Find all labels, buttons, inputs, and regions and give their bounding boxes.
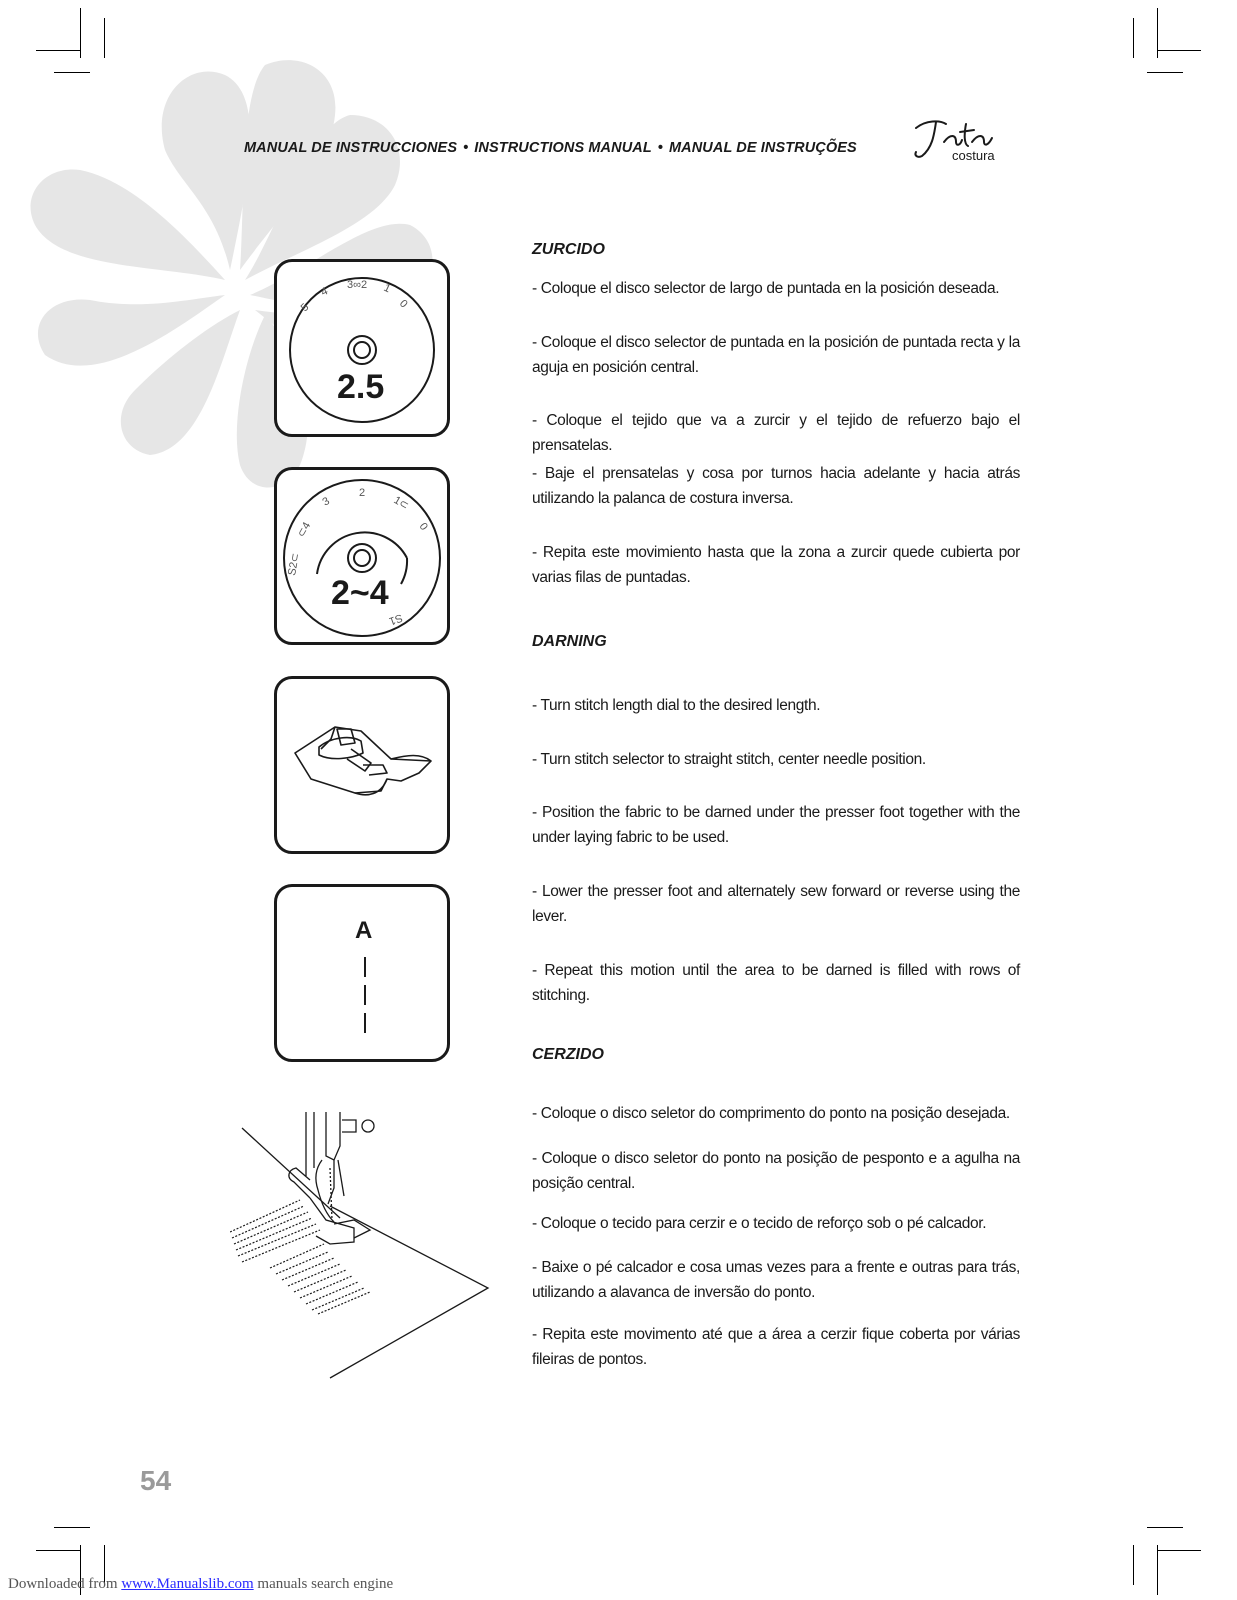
paragraph-pt-4: - Baixe o pé calcador e cosa umas vezes para a frente e outras para trás, utilizando a alavanca de inversão do ponto. [532,1259,1020,1301]
paragraph-pt-3: - Coloque o tecido para cerzir e o tecido de reforço sob o pé calcador. [532,1215,987,1232]
header-title-pt: MANUAL DE INSTRUÇÕES [668,140,857,156]
svg-text:2: 2 [359,487,366,499]
presser-foot-panel [274,676,450,854]
stitch-length-dial-panel [274,259,450,437]
darning-illustration [230,1108,496,1382]
paragraph-en-4: - Lower the presser foot and alternately sew forward or reverse using the lever. [532,883,1020,925]
header-separator: • [657,140,663,156]
crop-mark [36,1550,80,1551]
crop-mark [36,50,80,51]
svg-text:S1: S1 [387,611,405,628]
crop-mark [104,18,105,58]
section-title-es: ZURCIDO [532,241,605,258]
paragraph-es-3: - Coloque el tejido que va a zurcir y el tejido de refuerzo bajo el prensatelas. [532,412,1020,454]
svg-text:3∞2: 3∞2 [347,279,368,291]
svg-text:4: 4 [319,285,330,299]
crop-mark [1147,1527,1183,1528]
stitch-pattern-panel [274,884,450,1062]
crop-mark [54,1527,90,1528]
crop-mark [1157,50,1201,51]
paragraph-es-1: - Coloque el disco selector de largo de puntada en la posición deseada. [532,280,1000,297]
manualslib-link[interactable]: www.Manualslib.com [121,1576,254,1592]
svg-text:1: 1 [381,281,393,296]
stitch-width-dial [281,474,443,638]
dial-length-value: 2.5 [337,368,385,406]
section-title-pt: CERZIDO [532,1046,604,1063]
presser-foot-illustration [291,709,437,819]
paragraph-en-1: - Turn stitch length dial to the desired length. [532,697,821,714]
paragraph-es-2: - Coloque el disco selector de puntada en la posición de puntada recta y la aguja en posición central. [532,334,1020,376]
section-title-en: DARNING [532,633,607,650]
footer-suffix: manuals search engine [257,1576,394,1592]
svg-text:0: 0 [416,520,430,533]
header-title-en: INSTRUCTIONS MANUAL [474,140,652,156]
crop-mark [1133,1545,1134,1585]
svg-text:5: 5 [298,301,312,315]
paragraph-es-5: - Repita este movimiento hasta que la zona a zurcir quede cubierta por varias filas de puntadas. [532,544,1020,586]
crop-mark [54,72,90,73]
svg-text:S2⊂: S2⊂ [286,552,302,577]
straight-stitch-icon [363,955,367,1035]
crop-mark [80,8,81,58]
svg-text:3: 3 [320,495,332,509]
header-separator: • [463,140,469,156]
paragraph-pt-5: - Repita este movimento até que a área a cerzir fique coberta por várias fileiras de pontos. [532,1326,1020,1368]
paragraph-pt-1: - Coloque o disco seletor do comprimento do ponto na posição desejada. [532,1105,1010,1122]
footer-prefix: Downloaded from [8,1576,118,1592]
stitch-pattern-letter: A [355,917,373,944]
crop-mark [1157,1545,1158,1595]
brand-subtext: costura [952,148,995,163]
paragraph-pt-2: - Coloque o disco seletor do ponto na posição de pesponto e a agulha na posição central. [532,1150,1020,1192]
svg-text:0: 0 [396,297,410,311]
download-footer [8,1576,393,1593]
paragraph-es-4: - Baje el prensatelas y cosa por turnos hacia adelante y hacia atrás utilizando la palanca de costura inversa. [532,465,1020,507]
header-title-es: MANUAL DE INSTRUCCIONES [244,140,458,156]
page-number: 54 [140,1465,172,1496]
crop-mark [1147,72,1183,73]
svg-text:⊂4: ⊂4 [295,520,314,540]
paragraph-en-3: - Position the fabric to be darned under the presser foot together with the under laying fabric to be used. [532,804,1020,846]
svg-text:1⊂: 1⊂ [391,494,411,513]
page-header [244,140,857,156]
paragraph-en-2: - Turn stitch selector to straight stitch, center needle position. [532,751,926,768]
crop-mark [1157,1550,1201,1551]
stitch-width-dial-panel [274,467,450,645]
paragraph-en-5: - Repeat this motion until the area to be darned is filled with rows of stitching. [532,962,1020,1004]
crop-mark [1133,18,1134,58]
dial-width-value: 2~4 [331,574,389,612]
